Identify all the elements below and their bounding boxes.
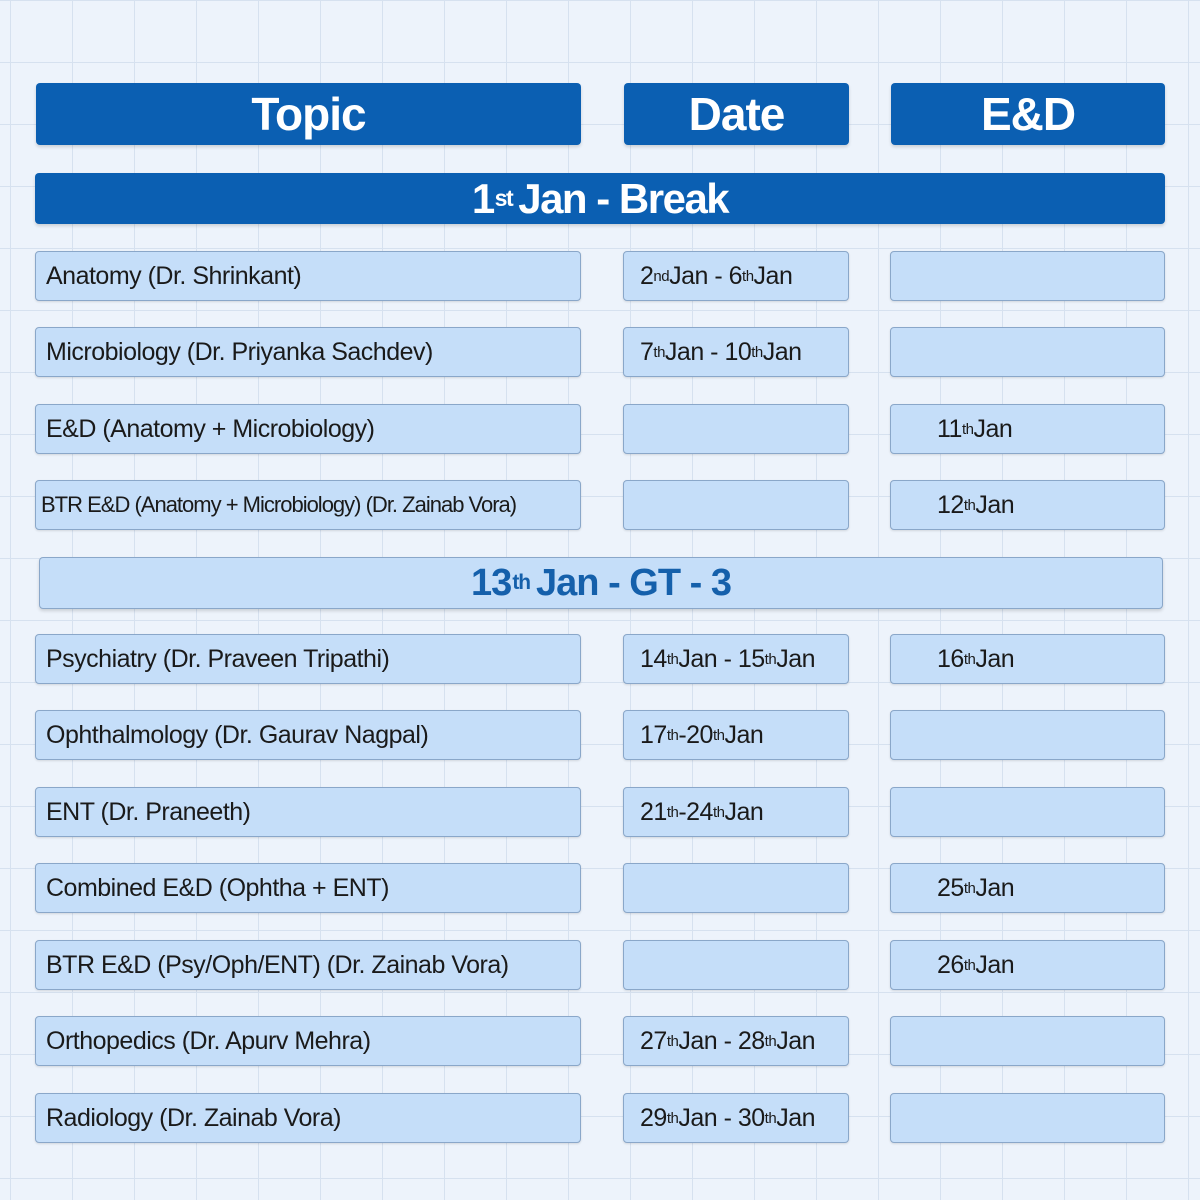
date-day-start: 2: [640, 261, 654, 290]
topic-cell: [35, 710, 581, 760]
date-ordinal-end: th: [712, 726, 725, 744]
date-cell: [623, 863, 849, 913]
ed-ordinal-start: th: [963, 496, 976, 514]
header-ed-label: E&D: [980, 88, 1076, 140]
topic-text: Orthopedics (Dr. Apurv Mehra): [46, 1026, 371, 1055]
topic-text: Anatomy (Dr. Shrinkant): [46, 261, 302, 290]
gt-banner-text: Jan - GT - 3: [536, 561, 731, 604]
ed-cell: [890, 787, 1165, 837]
date-ordinal-start: th: [666, 1109, 679, 1127]
topic-cell: [35, 404, 581, 454]
date-day-start: 17: [640, 720, 667, 749]
ed-month: Jan: [975, 644, 1015, 673]
date-day-start: 7: [640, 337, 654, 366]
date-ordinal-start: th: [653, 343, 665, 361]
ed-day-start: 11: [937, 414, 962, 443]
ed-cell: [890, 634, 1165, 684]
date-cell: [623, 940, 849, 990]
topic-text: BTR E&D (Psy/Oph/ENT) (Dr. Zainab Vora): [46, 950, 509, 979]
topic-cell: [35, 1016, 581, 1066]
topic-text: ENT (Dr. Praneeth): [46, 797, 251, 826]
date-cell: [623, 710, 849, 760]
date-cell: [623, 404, 849, 454]
ed-ordinal-start: th: [963, 956, 976, 974]
header-topic-label: Topic: [251, 88, 366, 140]
date-month: Jan: [776, 1103, 815, 1132]
date-ordinal-end: th: [742, 267, 754, 285]
date-ordinal-start: th: [666, 650, 679, 668]
date-cell: [623, 787, 849, 837]
date-day-end: -20: [678, 720, 713, 749]
date-day-end: Jan - 10: [664, 337, 752, 366]
ed-day-start: 25: [937, 873, 964, 902]
date-month: Jan: [724, 720, 764, 749]
date-day-start: 27: [640, 1026, 667, 1055]
date-ordinal-start: th: [666, 1032, 679, 1050]
date-cell: [623, 1093, 849, 1143]
topic-cell: [35, 327, 581, 377]
ed-month: Jan: [973, 414, 1013, 443]
date-ordinal-start: th: [666, 726, 679, 744]
date-cell: [623, 634, 849, 684]
date-ordinal-end: th: [751, 343, 763, 361]
topic-cell: [35, 1093, 581, 1143]
topic-text: Psychiatry (Dr. Praveen Tripathi): [46, 644, 390, 673]
date-month: Jan: [753, 261, 793, 290]
date-day-end: Jan - 30: [678, 1103, 765, 1132]
topic-cell: [35, 634, 581, 684]
ed-month: Jan: [975, 873, 1015, 902]
date-month: Jan: [724, 797, 764, 826]
header-ed: [891, 83, 1165, 145]
date-day-start: 14: [640, 644, 667, 673]
topic-cell: [35, 787, 581, 837]
gt-banner: [39, 557, 1163, 609]
ed-cell: [890, 710, 1165, 760]
ed-cell: [890, 480, 1165, 530]
topic-cell: [35, 940, 581, 990]
topic-text: BTR E&D (Anatomy + Microbiology) (Dr. Zainab Vora): [41, 492, 517, 517]
gt-banner-sup: th: [512, 571, 531, 594]
date-day-start: 29: [640, 1103, 667, 1132]
ed-cell: [890, 940, 1165, 990]
topic-text: Radiology (Dr. Zainab Vora): [46, 1103, 341, 1132]
header-date-label: Date: [688, 88, 785, 140]
date-day-end: Jan - 28: [678, 1026, 765, 1055]
date-day-end: Jan - 15: [678, 644, 765, 673]
ed-day-start: 12: [937, 490, 964, 519]
ed-day-start: 26: [937, 950, 964, 979]
topic-cell: [35, 863, 581, 913]
date-cell: [623, 327, 849, 377]
date-day-end: -24: [678, 797, 713, 826]
header-topic: [36, 83, 581, 145]
gt-banner-num: 13: [471, 561, 512, 604]
date-month: Jan: [776, 644, 815, 673]
date-day-end: Jan - 6: [669, 261, 743, 290]
ed-day-start: 16: [937, 644, 964, 673]
ed-month: Jan: [975, 490, 1015, 519]
ed-cell: [890, 404, 1165, 454]
ed-ordinal-start: th: [963, 650, 976, 668]
topic-cell: [35, 251, 581, 301]
topic-text: E&D (Anatomy + Microbiology): [46, 414, 375, 443]
date-ordinal-end: th: [712, 803, 725, 821]
date-ordinal-start: th: [666, 803, 679, 821]
ed-cell: [890, 251, 1165, 301]
date-ordinal-end: th: [764, 650, 777, 668]
ed-cell: [890, 863, 1165, 913]
ed-ordinal-start: th: [963, 879, 976, 897]
break-banner-num: 1: [471, 174, 494, 222]
topic-text: Microbiology (Dr. Priyanka Sachdev): [46, 337, 433, 366]
header-date: [624, 83, 849, 145]
break-banner-text: Jan - Break: [518, 174, 729, 222]
date-ordinal-end: th: [764, 1109, 777, 1127]
topic-cell: [35, 480, 581, 530]
break-banner: [35, 173, 1165, 224]
date-ordinal-start: nd: [653, 267, 670, 285]
date-cell: [623, 251, 849, 301]
ed-cell: [890, 327, 1165, 377]
ed-cell: [890, 1093, 1165, 1143]
ed-month: Jan: [975, 950, 1015, 979]
break-banner-sup: st: [494, 185, 513, 211]
date-ordinal-end: th: [764, 1032, 777, 1050]
ed-cell: [890, 1016, 1165, 1066]
date-cell: [623, 1016, 849, 1066]
date-month: Jan: [762, 337, 802, 366]
date-month: Jan: [776, 1026, 815, 1055]
date-day-start: 21: [640, 797, 667, 826]
topic-text: Ophthalmology (Dr. Gaurav Nagpal): [46, 720, 429, 749]
date-cell: [623, 480, 849, 530]
ed-ordinal-start: th: [961, 420, 974, 438]
topic-text: Combined E&D (Ophtha + ENT): [46, 873, 389, 902]
